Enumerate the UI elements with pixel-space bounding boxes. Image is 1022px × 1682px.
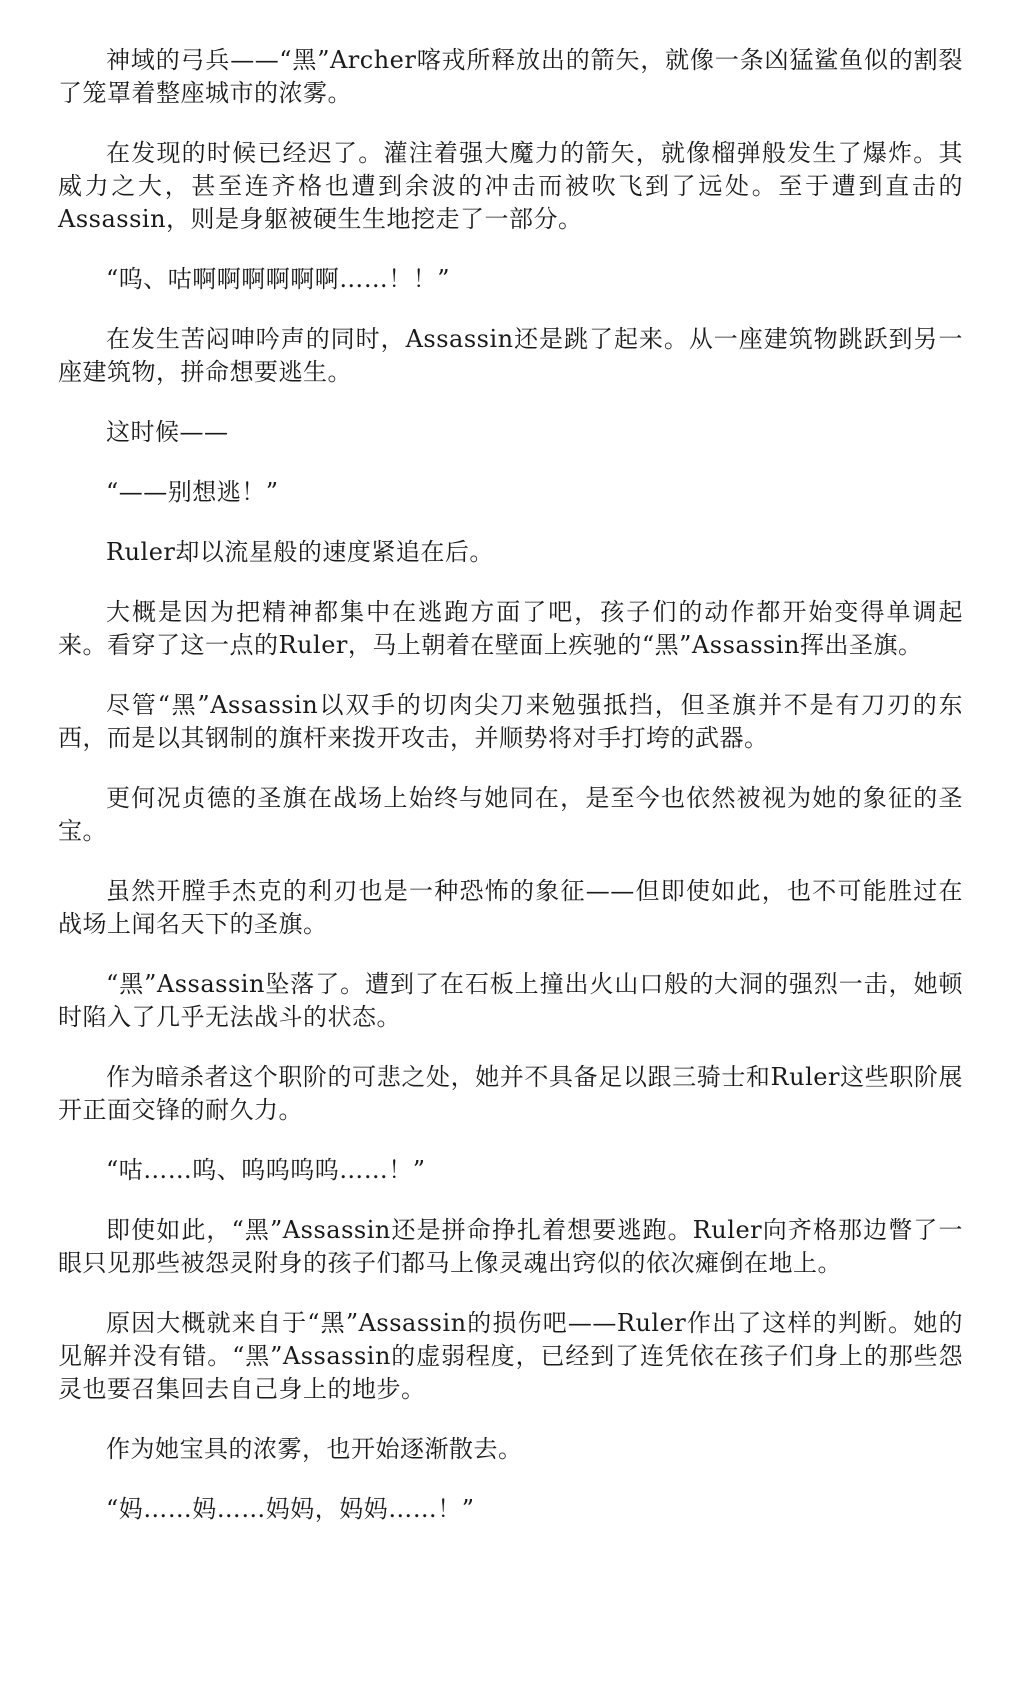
paragraph-3-dialogue: “呜、咕啊啊啊啊啊啊……！！”: [106, 265, 451, 293]
paragraph-16: 原因大概就来自于“黑”Assassin的损伤吧——Ruler作出了这样的判断。她的见解并没有错。“黑”Assassin的虚弱程度，已经到了连凭依在孩子们身上的那些怨灵也要召集回去自己身上的地步。: [58, 1309, 963, 1403]
paragraph-6-dialogue: “——别想逃！”: [106, 478, 279, 506]
paragraph-4: 在发生苦闷呻吟声的同时，Assassin还是跳了起来。从一座建筑物跳跃到另一座建筑物，拼命想要逃生。: [58, 325, 963, 386]
paragraph-5: 这时候——: [106, 418, 229, 446]
paragraph-1: 神域的弓兵——“黑”Archer喀戎所释放出的箭矢，就像一条凶猛鲨鱼似的割裂了笼罩着整座城市的浓雾。: [58, 46, 963, 107]
paragraph-12: “黑”Assassin坠落了。遭到了在石板上撞出火山口般的大洞的强烈一击，她顿时陷入了几乎无法战斗的状态。: [58, 970, 963, 1031]
paragraph-7: Ruler却以流星般的速度紧追在后。: [106, 538, 494, 566]
paragraph-10: 更何况贞德的圣旗在战场上始终与她同在，是至今也依然被视为她的象征的圣宝。: [58, 784, 963, 845]
paragraph-13: 作为暗杀者这个职阶的可悲之处，她并不具备足以跟三骑士和Ruler这些职阶展开正面交锋的耐久力。: [58, 1063, 963, 1124]
paragraph-18-dialogue: “妈……妈……妈妈，妈妈……！”: [106, 1495, 475, 1523]
paragraph-2: 在发现的时候已经迟了。灌注着强大魔力的箭矢，就像榴弹般发生了爆炸。其威力之大，甚至连齐格也遭到余波的冲击而被吹飞到了远处。至于遭到直击的Assassin，则是身躯被硬生生地挖走了一部分。: [58, 139, 963, 233]
paragraph-9: 尽管“黑”Assassin以双手的切肉尖刀来勉强抵挡，但圣旗并不是有刀刃的东西，而是以其钢制的旗杆来拨开攻击，并顺势将对手打垮的武器。: [58, 691, 963, 752]
paragraph-15: 即使如此，“黑”Assassin还是拼命挣扎着想要逃跑。Ruler向齐格那边瞥了一眼只见那些被怨灵附身的孩子们都马上像灵魂出窍似的依次瘫倒在地上。: [58, 1216, 963, 1277]
paragraph-14-dialogue: “咕……呜、呜呜呜呜……！”: [106, 1156, 426, 1184]
body-text: [58, 44, 963, 1553]
paragraph-17: 作为她宝具的浓雾，也开始逐渐散去。: [106, 1435, 523, 1463]
paragraph-8: 大概是因为把精神都集中在逃跑方面了吧，孩子们的动作都开始变得单调起来。看穿了这一点的Ruler，马上朝着在壁面上疾驰的“黑”Assassin挥出圣旗。: [58, 598, 963, 659]
paragraph-11: 虽然开膛手杰克的利刃也是一种恐怖的象征——但即使如此，也不可能胜过在战场上闻名天下的圣旗。: [58, 877, 963, 938]
